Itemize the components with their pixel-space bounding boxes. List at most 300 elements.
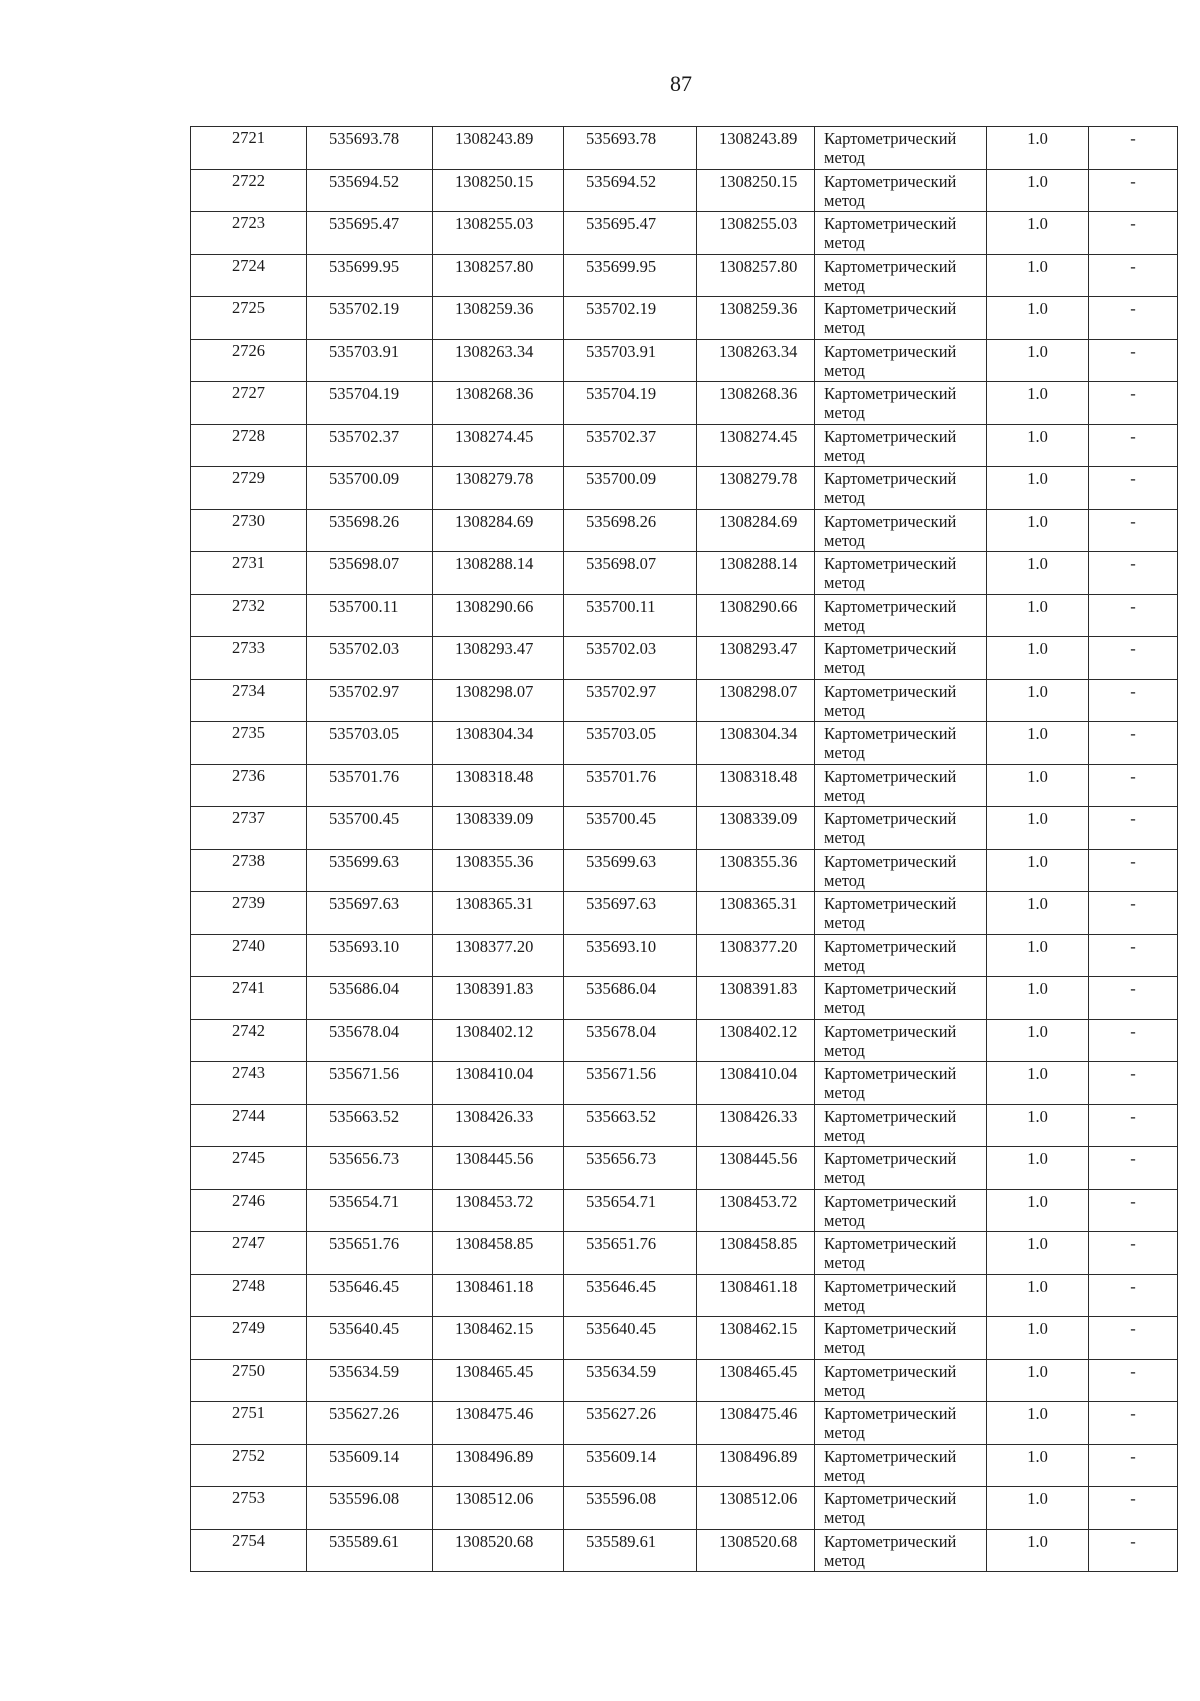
method-line: метод xyxy=(824,275,865,295)
x-new-cell: 535700.09 xyxy=(564,467,697,510)
method-line: метод xyxy=(824,1040,865,1060)
y-existing-cell: 1308512.06 xyxy=(433,1487,564,1530)
point-number-cell: 2728 xyxy=(191,424,307,467)
method-cell xyxy=(815,1274,987,1317)
point-number-cell: 2747 xyxy=(191,1232,307,1275)
table-row xyxy=(191,1274,1178,1317)
y-existing-cell: 1308377.20 xyxy=(433,934,564,977)
table-row xyxy=(191,382,1178,425)
point-number-cell: 2721 xyxy=(191,127,307,170)
method-line: Картометрический xyxy=(824,1404,957,1423)
x-new-cell: 535695.47 xyxy=(564,212,697,255)
method-line: метод xyxy=(824,445,865,465)
description-cell: - xyxy=(1089,1189,1178,1232)
method-cell xyxy=(815,424,987,467)
y-new-cell: 1308255.03 xyxy=(697,212,815,255)
table-row xyxy=(191,1487,1178,1530)
x-existing-cell: 535634.59 xyxy=(307,1359,433,1402)
y-new-cell: 1308288.14 xyxy=(697,552,815,595)
y-existing-cell: 1308426.33 xyxy=(433,1104,564,1147)
point-number-cell: 2722 xyxy=(191,169,307,212)
y-existing-cell: 1308255.03 xyxy=(433,212,564,255)
y-existing-cell: 1308298.07 xyxy=(433,679,564,722)
method-line: метод xyxy=(824,700,865,720)
method-cell xyxy=(815,764,987,807)
method-cell xyxy=(815,1104,987,1147)
point-number-cell: 2730 xyxy=(191,509,307,552)
method-cell xyxy=(815,254,987,297)
method-cell xyxy=(815,1062,987,1105)
method-line: метод xyxy=(824,743,865,762)
method-cell xyxy=(815,297,987,340)
point-number-cell: 2737 xyxy=(191,807,307,850)
y-existing-cell: 1308402.12 xyxy=(433,1019,564,1062)
y-new-cell: 1308250.15 xyxy=(697,169,815,212)
description-cell: - xyxy=(1089,1444,1178,1487)
x-new-cell: 535693.10 xyxy=(564,934,697,977)
method-cell xyxy=(815,1444,987,1487)
x-new-cell: 535627.26 xyxy=(564,1402,697,1445)
y-new-cell: 1308402.12 xyxy=(697,1019,815,1062)
table-row xyxy=(191,679,1178,722)
table-row xyxy=(191,169,1178,212)
method-cell xyxy=(815,934,987,977)
y-existing-cell: 1308391.83 xyxy=(433,977,564,1020)
x-existing-cell: 535686.04 xyxy=(307,977,433,1020)
accuracy-cell: 1.0 xyxy=(987,807,1089,850)
table-row xyxy=(191,1402,1178,1445)
x-existing-cell: 535651.76 xyxy=(307,1232,433,1275)
table-row xyxy=(191,977,1178,1020)
y-existing-cell: 1308284.69 xyxy=(433,509,564,552)
x-existing-cell: 535609.14 xyxy=(307,1444,433,1487)
method-cell xyxy=(815,552,987,595)
x-existing-cell: 535698.26 xyxy=(307,509,433,552)
y-existing-cell: 1308365.31 xyxy=(433,892,564,935)
x-existing-cell: 535654.71 xyxy=(307,1189,433,1232)
y-new-cell: 1308268.36 xyxy=(697,382,815,425)
method-cell xyxy=(815,1189,987,1232)
x-existing-cell: 535703.91 xyxy=(307,339,433,382)
method-line: метод xyxy=(824,360,865,380)
point-number-cell: 2748 xyxy=(191,1274,307,1317)
y-new-cell: 1308426.33 xyxy=(697,1104,815,1147)
x-new-cell: 535698.26 xyxy=(564,509,697,552)
table-row xyxy=(191,1147,1178,1190)
method-line: метод xyxy=(824,318,865,337)
method-line: метод xyxy=(824,403,865,422)
method-cell xyxy=(815,127,987,170)
method-line: Картометрический xyxy=(824,1319,957,1338)
method-line: метод xyxy=(824,1083,865,1102)
x-new-cell: 535699.95 xyxy=(564,254,697,297)
x-existing-cell: 535695.47 xyxy=(307,212,433,255)
x-new-cell: 535678.04 xyxy=(564,1019,697,1062)
method-line: метод xyxy=(824,530,865,550)
x-new-cell: 535703.05 xyxy=(564,722,697,765)
method-line: метод xyxy=(824,615,865,635)
y-new-cell: 1308318.48 xyxy=(697,764,815,807)
description-cell: - xyxy=(1089,1062,1178,1105)
x-new-cell: 535640.45 xyxy=(564,1317,697,1360)
x-new-cell: 535699.63 xyxy=(564,849,697,892)
point-number-cell: 2754 xyxy=(191,1529,307,1572)
point-number-cell: 2735 xyxy=(191,722,307,765)
description-cell: - xyxy=(1089,424,1178,467)
x-existing-cell: 535671.56 xyxy=(307,1062,433,1105)
description-cell: - xyxy=(1089,1232,1178,1275)
description-cell: - xyxy=(1089,764,1178,807)
x-new-cell: 535634.59 xyxy=(564,1359,697,1402)
table-row xyxy=(191,1529,1178,1572)
table-row xyxy=(191,1104,1178,1147)
method-line: метод xyxy=(824,955,865,975)
description-cell: - xyxy=(1089,1019,1178,1062)
y-new-cell: 1308290.66 xyxy=(697,594,815,637)
method-cell xyxy=(815,977,987,1020)
point-number-cell: 2744 xyxy=(191,1104,307,1147)
y-new-cell: 1308377.20 xyxy=(697,934,815,977)
method-line: Картометрический xyxy=(824,1106,957,1126)
table-row xyxy=(191,424,1178,467)
accuracy-cell: 1.0 xyxy=(987,1317,1089,1360)
method-line: Картометрический xyxy=(824,384,957,403)
description-cell: - xyxy=(1089,467,1178,510)
x-existing-cell: 535656.73 xyxy=(307,1147,433,1190)
table-row xyxy=(191,764,1178,807)
method-line: Картометрический xyxy=(824,256,957,276)
x-new-cell: 535646.45 xyxy=(564,1274,697,1317)
x-existing-cell: 535693.78 xyxy=(307,127,433,170)
y-new-cell: 1308304.34 xyxy=(697,722,815,765)
x-new-cell: 535671.56 xyxy=(564,1062,697,1105)
y-new-cell: 1308462.15 xyxy=(697,1317,815,1360)
description-cell: - xyxy=(1089,1274,1178,1317)
method-line: Картометрический xyxy=(824,341,957,361)
description-cell: - xyxy=(1089,637,1178,680)
x-existing-cell: 535640.45 xyxy=(307,1317,433,1360)
y-new-cell: 1308445.56 xyxy=(697,1147,815,1190)
method-line: Картометрический xyxy=(824,1276,957,1296)
x-existing-cell: 535702.19 xyxy=(307,297,433,340)
method-cell xyxy=(815,382,987,425)
method-cell xyxy=(815,722,987,765)
x-existing-cell: 535596.08 xyxy=(307,1487,433,1530)
page-number: 87 xyxy=(670,71,692,96)
method-cell xyxy=(815,1402,987,1445)
point-number-cell: 2731 xyxy=(191,552,307,595)
method-cell xyxy=(815,1359,987,1402)
point-number-cell: 2725 xyxy=(191,297,307,340)
description-cell: - xyxy=(1089,1529,1178,1572)
method-line: метод xyxy=(824,1423,865,1442)
table-body xyxy=(191,127,1178,1572)
method-line: метод xyxy=(824,1295,865,1315)
method-line: метод xyxy=(824,998,865,1017)
x-new-cell: 535702.37 xyxy=(564,424,697,467)
method-line: Картометрический xyxy=(824,639,957,658)
description-cell: - xyxy=(1089,594,1178,637)
method-line: метод xyxy=(824,828,865,847)
point-number-cell: 2742 xyxy=(191,1019,307,1062)
y-existing-cell: 1308339.09 xyxy=(433,807,564,850)
accuracy-cell: 1.0 xyxy=(987,1062,1089,1105)
method-line: Картометрический xyxy=(824,129,957,148)
x-new-cell: 535700.11 xyxy=(564,594,697,637)
method-line: Картометрический xyxy=(824,766,957,786)
table-row xyxy=(191,637,1178,680)
description-cell: - xyxy=(1089,679,1178,722)
description-cell: - xyxy=(1089,552,1178,595)
point-number-cell: 2729 xyxy=(191,467,307,510)
method-line: Картометрический xyxy=(824,171,957,191)
description-cell: - xyxy=(1089,977,1178,1020)
table-row xyxy=(191,807,1178,850)
y-existing-cell: 1308293.47 xyxy=(433,637,564,680)
method-line: Картометрический xyxy=(824,469,957,488)
method-cell xyxy=(815,679,987,722)
method-cell xyxy=(815,807,987,850)
x-new-cell: 535686.04 xyxy=(564,977,697,1020)
table-row xyxy=(191,1019,1178,1062)
y-existing-cell: 1308250.15 xyxy=(433,169,564,212)
x-existing-cell: 535704.19 xyxy=(307,382,433,425)
table-row xyxy=(191,722,1178,765)
point-number-cell: 2753 xyxy=(191,1487,307,1530)
method-line: метод xyxy=(824,1253,865,1272)
x-existing-cell: 535700.45 xyxy=(307,807,433,850)
method-line: метод xyxy=(824,1465,865,1485)
y-new-cell: 1308461.18 xyxy=(697,1274,815,1317)
y-existing-cell: 1308445.56 xyxy=(433,1147,564,1190)
x-existing-cell: 535702.03 xyxy=(307,637,433,680)
accuracy-cell: 1.0 xyxy=(987,1189,1089,1232)
x-existing-cell: 535700.11 xyxy=(307,594,433,637)
y-existing-cell: 1308268.36 xyxy=(433,382,564,425)
accuracy-cell: 1.0 xyxy=(987,1104,1089,1147)
table-row xyxy=(191,934,1178,977)
x-new-cell: 535698.07 xyxy=(564,552,697,595)
y-new-cell: 1308410.04 xyxy=(697,1062,815,1105)
method-cell xyxy=(815,594,987,637)
description-cell: - xyxy=(1089,382,1178,425)
x-new-cell: 535703.91 xyxy=(564,339,697,382)
y-existing-cell: 1308279.78 xyxy=(433,467,564,510)
point-number-cell: 2745 xyxy=(191,1147,307,1190)
y-existing-cell: 1308458.85 xyxy=(433,1232,564,1275)
y-new-cell: 1308257.80 xyxy=(697,254,815,297)
accuracy-cell: 1.0 xyxy=(987,1529,1089,1572)
y-existing-cell: 1308475.46 xyxy=(433,1402,564,1445)
description-cell: - xyxy=(1089,849,1178,892)
y-existing-cell: 1308410.04 xyxy=(433,1062,564,1105)
method-cell xyxy=(815,1232,987,1275)
method-line: Картометрический xyxy=(824,1234,957,1253)
table-row xyxy=(191,594,1178,637)
accuracy-cell: 1.0 xyxy=(987,679,1089,722)
method-line: Картометрический xyxy=(824,936,957,956)
description-cell: - xyxy=(1089,339,1178,382)
accuracy-cell: 1.0 xyxy=(987,552,1089,595)
x-new-cell: 535663.52 xyxy=(564,1104,697,1147)
table-row xyxy=(191,892,1178,935)
accuracy-cell: 1.0 xyxy=(987,1019,1089,1062)
method-line: метод xyxy=(824,1125,865,1145)
y-existing-cell: 1308288.14 xyxy=(433,552,564,595)
table-row xyxy=(191,254,1178,297)
coordinates-table xyxy=(190,126,1178,1572)
method-line: метод xyxy=(824,913,865,932)
accuracy-cell: 1.0 xyxy=(987,339,1089,382)
x-existing-cell: 535701.76 xyxy=(307,764,433,807)
y-existing-cell: 1308257.80 xyxy=(433,254,564,297)
y-existing-cell: 1308259.36 xyxy=(433,297,564,340)
y-new-cell: 1308259.36 xyxy=(697,297,815,340)
method-line: Картометрический xyxy=(824,1064,957,1083)
y-new-cell: 1308298.07 xyxy=(697,679,815,722)
x-existing-cell: 535663.52 xyxy=(307,1104,433,1147)
method-line: Картометрический xyxy=(824,214,957,233)
x-new-cell: 535656.73 xyxy=(564,1147,697,1190)
description-cell: - xyxy=(1089,509,1178,552)
accuracy-cell: 1.0 xyxy=(987,934,1089,977)
y-new-cell: 1308496.89 xyxy=(697,1444,815,1487)
x-existing-cell: 535703.05 xyxy=(307,722,433,765)
method-line: Картометрический xyxy=(824,851,957,871)
description-cell: - xyxy=(1089,1487,1178,1530)
point-number-cell: 2741 xyxy=(191,977,307,1020)
method-line: метод xyxy=(824,233,865,252)
method-line: Картометрический xyxy=(824,426,957,446)
y-new-cell: 1308453.72 xyxy=(697,1189,815,1232)
method-line: Картометрический xyxy=(824,511,957,531)
point-number-cell: 2736 xyxy=(191,764,307,807)
method-line: метод xyxy=(824,1550,865,1570)
accuracy-cell: 1.0 xyxy=(987,637,1089,680)
y-new-cell: 1308520.68 xyxy=(697,1529,815,1572)
description-cell: - xyxy=(1089,297,1178,340)
description-cell: - xyxy=(1089,892,1178,935)
table-row xyxy=(191,1232,1178,1275)
y-new-cell: 1308243.89 xyxy=(697,127,815,170)
x-new-cell: 535694.52 xyxy=(564,169,697,212)
accuracy-cell: 1.0 xyxy=(987,382,1089,425)
method-cell xyxy=(815,467,987,510)
method-cell xyxy=(815,637,987,680)
x-existing-cell: 535646.45 xyxy=(307,1274,433,1317)
method-line: Картометрический xyxy=(824,596,957,616)
method-line: метод xyxy=(824,1338,865,1357)
table-row xyxy=(191,212,1178,255)
table-row xyxy=(191,509,1178,552)
y-new-cell: 1308263.34 xyxy=(697,339,815,382)
description-cell: - xyxy=(1089,212,1178,255)
x-new-cell: 535701.76 xyxy=(564,764,697,807)
description-cell: - xyxy=(1089,934,1178,977)
table-row xyxy=(191,127,1178,170)
point-number-cell: 2734 xyxy=(191,679,307,722)
point-number-cell: 2746 xyxy=(191,1189,307,1232)
method-line: Картометрический xyxy=(824,1021,957,1041)
x-new-cell: 535700.45 xyxy=(564,807,697,850)
method-cell xyxy=(815,339,987,382)
method-cell xyxy=(815,892,987,935)
x-new-cell: 535693.78 xyxy=(564,127,697,170)
accuracy-cell: 1.0 xyxy=(987,1359,1089,1402)
x-new-cell: 535697.63 xyxy=(564,892,697,935)
method-cell xyxy=(815,212,987,255)
point-number-cell: 2739 xyxy=(191,892,307,935)
x-existing-cell: 535678.04 xyxy=(307,1019,433,1062)
y-new-cell: 1308284.69 xyxy=(697,509,815,552)
accuracy-cell: 1.0 xyxy=(987,169,1089,212)
accuracy-cell: 1.0 xyxy=(987,594,1089,637)
x-new-cell: 535702.97 xyxy=(564,679,697,722)
accuracy-cell: 1.0 xyxy=(987,424,1089,467)
table-row xyxy=(191,339,1178,382)
point-number-cell: 2726 xyxy=(191,339,307,382)
description-cell: - xyxy=(1089,1359,1178,1402)
accuracy-cell: 1.0 xyxy=(987,722,1089,765)
accuracy-cell: 1.0 xyxy=(987,1274,1089,1317)
method-line: Картометрический xyxy=(824,979,957,998)
point-number-cell: 2732 xyxy=(191,594,307,637)
accuracy-cell: 1.0 xyxy=(987,509,1089,552)
point-number-cell: 2749 xyxy=(191,1317,307,1360)
y-existing-cell: 1308461.18 xyxy=(433,1274,564,1317)
y-new-cell: 1308279.78 xyxy=(697,467,815,510)
point-number-cell: 2723 xyxy=(191,212,307,255)
y-existing-cell: 1308453.72 xyxy=(433,1189,564,1232)
table-row xyxy=(191,1444,1178,1487)
x-existing-cell: 535627.26 xyxy=(307,1402,433,1445)
method-line: метод xyxy=(824,488,865,507)
table-row xyxy=(191,1317,1178,1360)
point-number-cell: 2738 xyxy=(191,849,307,892)
y-existing-cell: 1308318.48 xyxy=(433,764,564,807)
method-cell xyxy=(815,1019,987,1062)
y-new-cell: 1308465.45 xyxy=(697,1359,815,1402)
method-cell xyxy=(815,1147,987,1190)
description-cell: - xyxy=(1089,254,1178,297)
method-line: Картометрический xyxy=(824,809,957,828)
description-cell: - xyxy=(1089,127,1178,170)
y-existing-cell: 1308243.89 xyxy=(433,127,564,170)
x-new-cell: 535704.19 xyxy=(564,382,697,425)
description-cell: - xyxy=(1089,1402,1178,1445)
accuracy-cell: 1.0 xyxy=(987,764,1089,807)
method-line: Картометрический xyxy=(824,1489,957,1508)
x-new-cell: 535609.14 xyxy=(564,1444,697,1487)
x-existing-cell: 535700.09 xyxy=(307,467,433,510)
table-row xyxy=(191,1062,1178,1105)
x-existing-cell: 535693.10 xyxy=(307,934,433,977)
y-new-cell: 1308512.06 xyxy=(697,1487,815,1530)
table-row xyxy=(191,467,1178,510)
point-number-cell: 2751 xyxy=(191,1402,307,1445)
table-row xyxy=(191,552,1178,595)
method-line: Картометрический xyxy=(824,894,957,913)
description-cell: - xyxy=(1089,807,1178,850)
y-existing-cell: 1308304.34 xyxy=(433,722,564,765)
method-cell xyxy=(815,1317,987,1360)
point-number-cell: 2740 xyxy=(191,934,307,977)
point-number-cell: 2750 xyxy=(191,1359,307,1402)
method-cell xyxy=(815,509,987,552)
accuracy-cell: 1.0 xyxy=(987,1444,1089,1487)
method-line: метод xyxy=(824,1380,865,1400)
y-existing-cell: 1308496.89 xyxy=(433,1444,564,1487)
